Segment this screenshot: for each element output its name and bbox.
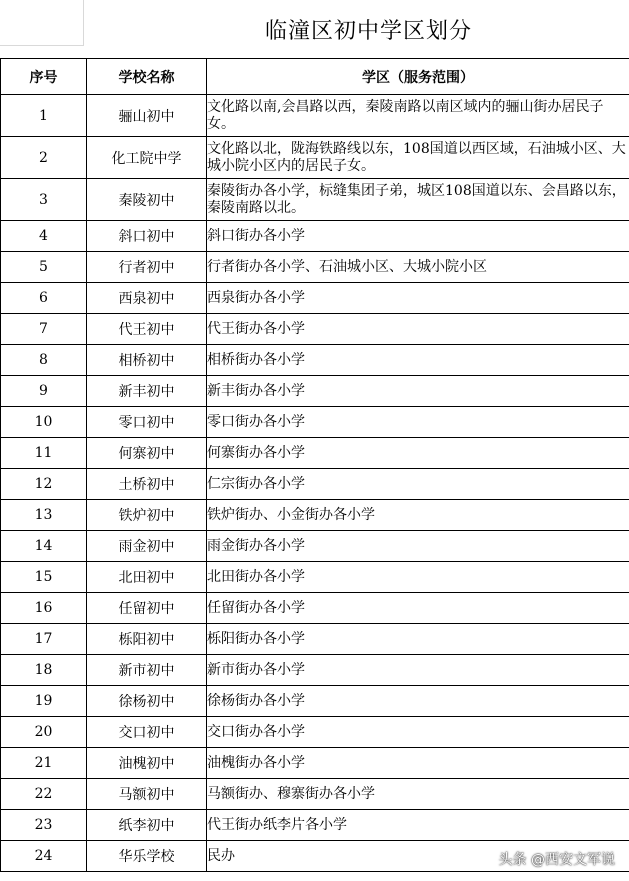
service-area: 零口街办各小学	[207, 407, 629, 438]
table-row	[1, 686, 629, 717]
school-name: 任留初中	[87, 593, 207, 624]
school-name: 新市初中	[87, 655, 207, 686]
service-area: 栎阳街办各小学	[207, 624, 629, 655]
service-area: 北田街办各小学	[207, 562, 629, 593]
table-row	[1, 314, 629, 345]
table-row	[1, 137, 629, 179]
row-number: 15	[1, 562, 87, 593]
row-number: 6	[1, 283, 87, 314]
row-number: 18	[1, 655, 87, 686]
title-row	[0, 0, 629, 56]
table-row	[1, 562, 629, 593]
row-number: 17	[1, 624, 87, 655]
row-number: 16	[1, 593, 87, 624]
row-number: 7	[1, 314, 87, 345]
row-number: 14	[1, 531, 87, 562]
table-row	[1, 717, 629, 748]
school-name: 交口初中	[87, 717, 207, 748]
table-row	[1, 438, 629, 469]
school-name: 行者初中	[87, 252, 207, 283]
service-area: 新丰街办各小学	[207, 376, 629, 407]
service-area: 徐杨街办各小学	[207, 686, 629, 717]
school-name: 马额初中	[87, 779, 207, 810]
school-name: 化工院中学	[87, 137, 207, 179]
table-row	[1, 407, 629, 438]
table-row	[1, 345, 629, 376]
service-area: 西泉街办各小学	[207, 283, 629, 314]
service-area: 相桥街办各小学	[207, 345, 629, 376]
table-body	[1, 95, 629, 872]
row-number: 22	[1, 779, 87, 810]
school-name: 铁炉初中	[87, 500, 207, 531]
table-row	[1, 376, 629, 407]
row-number: 5	[1, 252, 87, 283]
table-row	[1, 95, 629, 137]
table-row	[1, 500, 629, 531]
table-row	[1, 624, 629, 655]
school-name: 相桥初中	[87, 345, 207, 376]
row-number: 9	[1, 376, 87, 407]
table-row	[1, 748, 629, 779]
school-name: 纸李初中	[87, 810, 207, 841]
service-area: 铁炉街办、小金街办各小学	[207, 500, 629, 531]
row-number: 23	[1, 810, 87, 841]
school-name: 新丰初中	[87, 376, 207, 407]
service-area: 仁宗街办各小学	[207, 469, 629, 500]
empty-header-cell	[0, 0, 84, 46]
header-school-name: 学校名称	[87, 59, 207, 95]
school-name: 油槐初中	[87, 748, 207, 779]
school-name: 代王初中	[87, 314, 207, 345]
row-number: 3	[1, 179, 87, 221]
table-row	[1, 179, 629, 221]
school-name: 骊山初中	[87, 95, 207, 137]
school-name: 何寨初中	[87, 438, 207, 469]
table-row	[1, 593, 629, 624]
table-header-row	[1, 59, 629, 95]
service-area: 任留街办各小学	[207, 593, 629, 624]
service-area: 新市街办各小学	[207, 655, 629, 686]
service-area: 民办	[207, 841, 629, 872]
table-row	[1, 252, 629, 283]
school-name: 秦陵初中	[87, 179, 207, 221]
row-number: 11	[1, 438, 87, 469]
service-area: 何寨街办各小学	[207, 438, 629, 469]
school-name: 斜口初中	[87, 221, 207, 252]
service-area: 秦陵街办各小学，标缝集团子弟，城区108国道以东、会昌路以东，秦陵南路以北。	[207, 179, 629, 221]
service-area: 交口街办各小学	[207, 717, 629, 748]
service-area: 文化路以南,会昌路以西，秦陵南路以南区域内的骊山街办居民子女。	[207, 95, 629, 137]
service-area: 行者街办各小学、石油城小区、大城小院小区	[207, 252, 629, 283]
table-row	[1, 531, 629, 562]
row-number: 8	[1, 345, 87, 376]
service-area: 马额街办、穆寨街办各小学	[207, 779, 629, 810]
school-name: 西泉初中	[87, 283, 207, 314]
table-row	[1, 469, 629, 500]
school-district-table	[0, 58, 629, 872]
service-area: 代王街办纸李片各小学	[207, 810, 629, 841]
watermark: 头条 @西安文军说	[498, 852, 615, 868]
row-number: 10	[1, 407, 87, 438]
school-name: 栎阳初中	[87, 624, 207, 655]
table-row	[1, 221, 629, 252]
service-area: 代王街办各小学	[207, 314, 629, 345]
row-number: 20	[1, 717, 87, 748]
table-row	[1, 779, 629, 810]
row-number: 12	[1, 469, 87, 500]
table-row	[1, 810, 629, 841]
row-number: 2	[1, 137, 87, 179]
service-area: 雨金街办各小学	[207, 531, 629, 562]
school-name: 徐杨初中	[87, 686, 207, 717]
table-row	[1, 283, 629, 314]
school-name: 雨金初中	[87, 531, 207, 562]
school-name: 土桥初中	[87, 469, 207, 500]
row-number: 4	[1, 221, 87, 252]
school-name: 北田初中	[87, 562, 207, 593]
row-number: 21	[1, 748, 87, 779]
row-number: 19	[1, 686, 87, 717]
header-no: 序号	[1, 59, 87, 95]
service-area: 油槐街办各小学	[207, 748, 629, 779]
service-area: 文化路以北，陇海铁路线以东，108国道以西区域，石油城小区、大城小院小区内的居民子女。	[207, 137, 629, 179]
header-district: 学区（服务范围）	[207, 59, 629, 95]
school-name: 零口初中	[87, 407, 207, 438]
table-row	[1, 655, 629, 686]
row-number: 24	[1, 841, 87, 872]
row-number: 13	[1, 500, 87, 531]
service-area: 斜口街办各小学	[207, 221, 629, 252]
school-name: 华乐学校	[87, 841, 207, 872]
row-number: 1	[1, 95, 87, 137]
page-title: 临潼区初中学区划分	[264, 18, 472, 44]
